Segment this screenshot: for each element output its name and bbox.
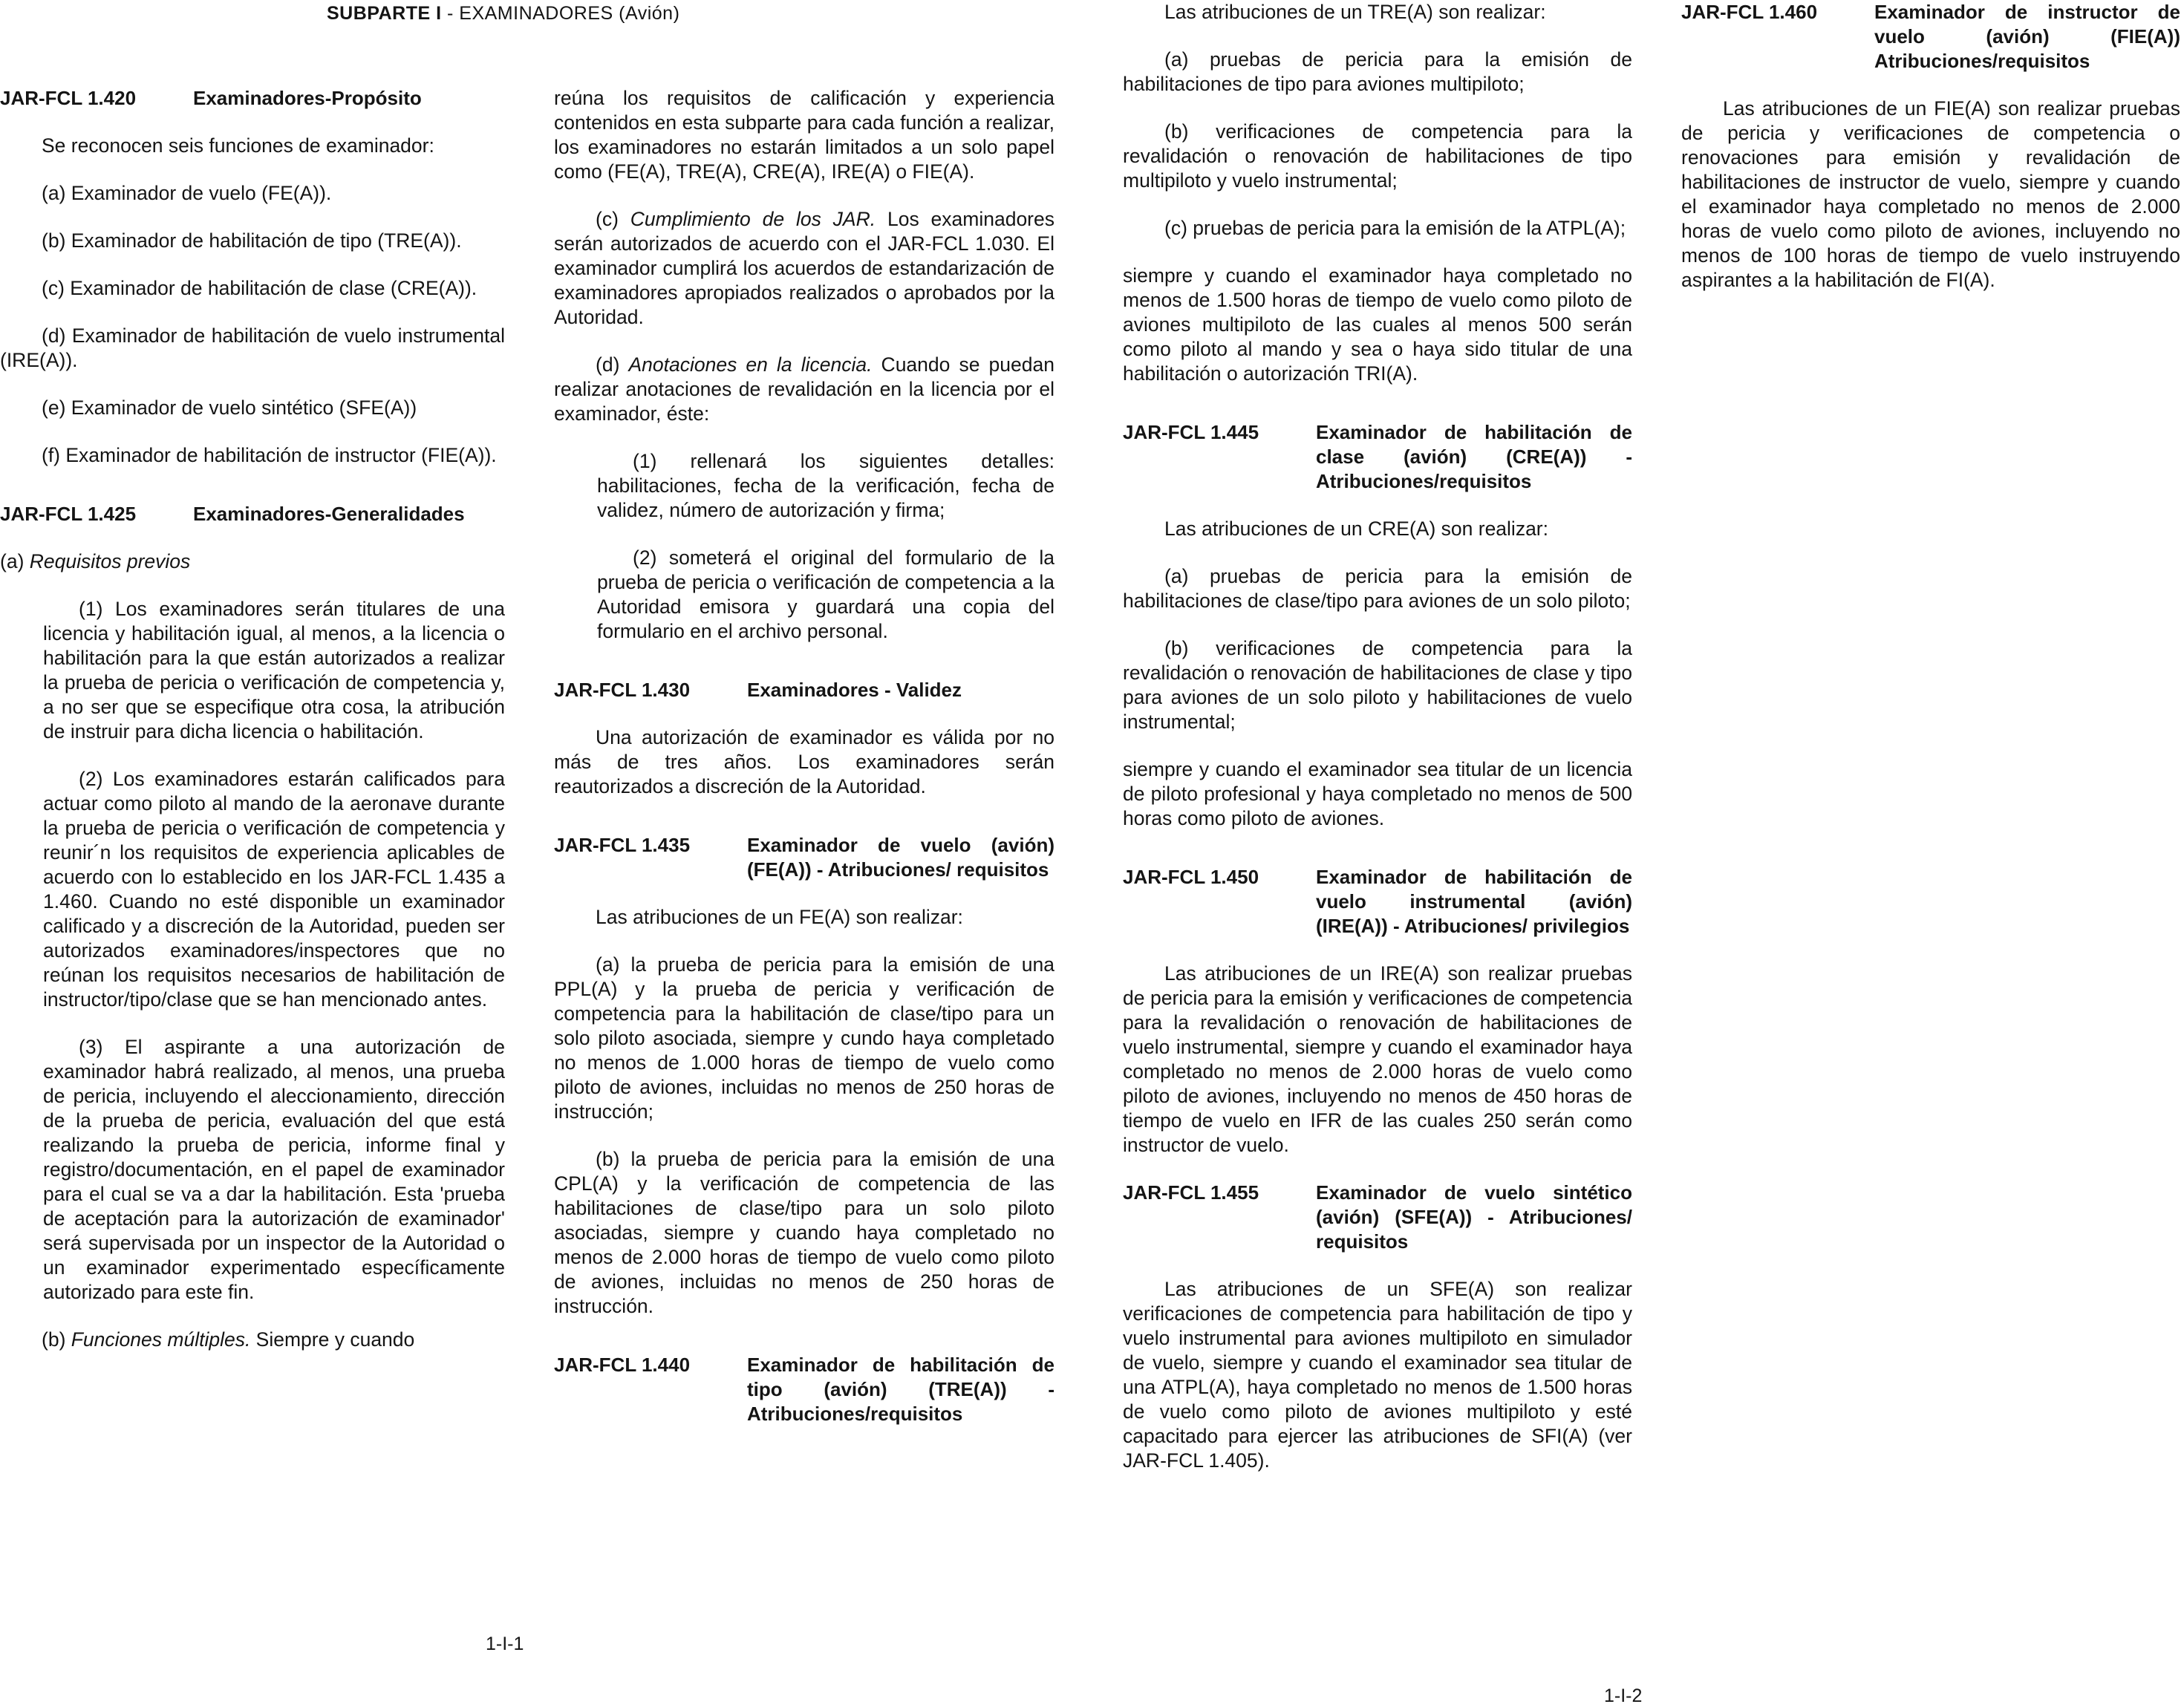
subsection-title: Requisitos previos: [29, 550, 191, 572]
list-item: (d) Examinador de habilitación de vuelo instrumental (IRE(A)).: [0, 324, 505, 371]
column-1: [0, 86, 505, 1375]
paragraph: Las atribuciones de un IRE(A) son realizar pruebas de pericia para la emisión y verificaciones de competencia para la revalidación o renovación de habilitaciones de vuelo instrumental, siempre y cuando el examinador haya completado no menos de 2.000 horas de vuelo como piloto de aviones, incluyendo no menos de 450 horas de tiempo de vuelo en IFR de las cuales 250 serán como instructor de vuelo.: [1123, 962, 1632, 1156]
paragraph: Las atribuciones de un TRE(A) son realizar:: [1164, 1, 1546, 23]
paragraph: siempre y cuando el examinador haya completado no menos de 1.500 horas de tiempo de vuelo como piloto de aviones multipiloto de las cuales al menos 500 serán como piloto al mando y sea o haya sido titular de una habilitación o autorización TRI(A).: [1123, 264, 1632, 385]
section-heading-1-425: [0, 502, 505, 526]
list-item: (1) rellenará los siguientes detalles: habilitaciones, fecha de la verificación, fecha de validez, número de autorización y firma;: [597, 450, 1054, 521]
paragraph: Las atribuciones de un FIE(A) son realizar pruebas de pericia y verificaciones de competencia o renovaciones para emisión y revalidación de habilitaciones de instructor de vuelo, siempre y cuando el examinador haya completado no menos de 2.000 horas de vuelo como piloto de aviones, incluyendo no menos de 100 horas de tiempo de vuelo instruyendo aspirantes a la habilitación de FI(A).: [1681, 97, 2180, 291]
paragraph: [554, 353, 1054, 426]
section-title: Examinador de vuelo sintético (avión) (SFE(A)) - Atribuciones/ requisitos: [1316, 1181, 1632, 1253]
section-title: Examinadores-Propósito: [193, 87, 422, 109]
paragraph: reúna los requisitos de calificación y experiencia contenidos en esta subparte para cada función a realizar, los examinadores no estarán limitados a un solo papel como (FE(A), TRE(A), CRE(A), IRE(A) o FIE(A).: [554, 87, 1054, 183]
page-number-left: 1-I-1: [486, 1633, 524, 1654]
section-code: JAR-FCL 1.445: [1123, 421, 1259, 443]
column-3: [1123, 0, 1632, 1496]
list-item: (f) Examinador de habilitación de instructor (FIE(A)).: [42, 444, 497, 466]
section-title: Examinador de habilitación de vuelo instrumental (avión) (IRE(A)) - Atribuciones/ privilegios: [1316, 866, 1632, 937]
paragraph: [0, 1328, 505, 1352]
subpart-title: - EXAMINADORES (Avión): [441, 3, 680, 24]
list-item: (2) Los examinadores estarán calificados para actuar como piloto al mando de la aeronave durante la prueba de pericia o verificación de competencia y reunir´n los requisitos de experiencia aplicables de acuerdo con lo establecido en los JAR-FCL 1.435 a 1.460. Cuando no esté disponible un examinador calificado y a discreción de la Autoridad, pueden ser autorizados examinadores/inspectores que no reúnan los requisitos necesarios de habilitación de instructor/tipo/clase que se han mencionado antes.: [43, 768, 505, 1011]
list-item: (b) verificaciones de competencia para la revalidación o renovación de habilitaciones de tipo multipiloto y vuelo instrumental;: [1123, 120, 1632, 192]
section-code: JAR-FCL 1.420: [0, 87, 137, 109]
section-title: Examinadores - Validez: [747, 679, 962, 701]
section-heading-1-445: [1123, 420, 1632, 494]
list-item: (b) Examinador de habilitación de tipo (TRE(A)).: [42, 229, 462, 252]
list-item: (a) la prueba de pericia para la emisión de una PPL(A) y la prueba de pericia y verificación de competencia para la habilitación de clase/tipo para un solo piloto asociada, siempre y cundo haya completado no menos de 1.000 horas de tiempo de vuelo como piloto de aviones, incluidas no menos de 250 horas de instrucción;: [554, 953, 1054, 1123]
section-title: Examinador de habilitación de clase (avión) (CRE(A)) - Atribuciones/requisitos: [1316, 421, 1632, 492]
list-item: (a) pruebas de pericia para la emisión de habilitaciones de clase/tipo para aviones de un solo piloto;: [1123, 565, 1632, 612]
list-item: (a) pruebas de pericia para la emisión de habilitaciones de tipo para aviones multipiloto;: [1123, 48, 1632, 95]
list-item: (b) la prueba de pericia para la emisión de una CPL(A) y la verificación de competencia de las habilitaciones de clase/tipo para un solo piloto asociadas, siempre y cuando haya completado no menos de 2.000 horas de tiempo de vuelo como piloto de aviones, incluidas no menos de 250 horas de instrucción.: [554, 1148, 1054, 1317]
section-heading-1-455: [1123, 1181, 1632, 1254]
section-code: JAR-FCL 1.450: [1123, 866, 1259, 888]
section-heading-1-440: [554, 1353, 1054, 1426]
section-heading-1-435: [554, 833, 1054, 882]
subsection-heading: [0, 549, 505, 574]
list-item: (a) Examinador de vuelo (FE(A)).: [42, 182, 332, 204]
section-code: JAR-FCL 1.460: [1681, 1, 1818, 23]
list-item: (1) Los examinadores serán titulares de una licencia y habilitación igual, al menos, a la licencia o habilitación para la que están autorizados a realizar la prueba de pericia o verificación de competencia y, a no ser que se especifique otra cosa, la atribución de instruir para dicha licencia o habilitación.: [43, 598, 505, 742]
subsection-title: Funciones múltiples.: [71, 1328, 251, 1351]
subpart-label: SUBPARTE I: [327, 3, 442, 24]
list-item: (c) Examinador de habilitación de clase (CRE(A)).: [42, 277, 477, 299]
list-item: (e) Examinador de vuelo sintético (SFE(A)): [42, 396, 417, 419]
section-code: JAR-FCL 1.425: [0, 503, 137, 525]
paragraph-text: Cuando se puedan realizar anotaciones de revalidación en la licencia por el examinador, éste:: [554, 353, 1054, 425]
page-header: [327, 3, 679, 25]
subsection-label: (d): [596, 353, 629, 376]
section-heading-1-460: [1681, 0, 2180, 74]
section-heading-1-430: [554, 678, 1054, 702]
section-title: Examinador de vuelo (avión) (FE(A)) - Atribuciones/ requisitos: [747, 834, 1054, 881]
section-code: JAR-FCL 1.455: [1123, 1181, 1259, 1204]
subsection-label: (a): [0, 550, 30, 572]
paragraph-text: Siempre y cuando: [250, 1328, 415, 1351]
paragraph: Las atribuciones de un SFE(A) son realizar verificaciones de competencia para habilitación de tipo y vuelo instrumental para aviones multipiloto en simulador de vuelo, siempre y cuando el examinador sea titular de una ATPL(A), haya completado no menos de 1.500 horas de vuelo como piloto de aviones multipiloto y esté capacitado para ejercer las atribuciones de SFI(A) (ver JAR-FCL 1.405).: [1123, 1278, 1632, 1472]
page-number-right: 1-I-2: [1604, 1685, 1643, 1706]
subsection-title: Cumplimiento de los JAR.: [630, 208, 876, 230]
section-code: JAR-FCL 1.435: [554, 834, 691, 856]
paragraph: Las atribuciones de un FE(A) son realizar:: [596, 906, 963, 928]
section-heading-1-450: [1123, 865, 1632, 939]
section-title: Examinadores-Generalidades: [193, 503, 465, 525]
list-item: (2) someterá el original del formulario de la prueba de pericia o verificación de competencia a la Autoridad emisora y guardará una copia del formulario en el archivo personal.: [597, 546, 1054, 642]
section-code: JAR-FCL 1.440: [554, 1354, 691, 1376]
paragraph: siempre y cuando el examinador sea titular de un licencia de piloto profesional y haya completado no menos de 500 horas como piloto de aviones.: [1123, 758, 1632, 829]
column-4: [1681, 0, 2180, 316]
subsection-title: Anotaciones en la licencia.: [628, 353, 873, 376]
column-2: [554, 86, 1054, 1449]
section-title: Examinador de instructor de vuelo (avión) (FIE(A)) Atribuciones/requisitos: [1874, 1, 2180, 72]
paragraph: Se reconocen seis funciones de examinador:: [42, 134, 434, 157]
paragraph: Las atribuciones de un CRE(A) son realizar:: [1164, 518, 1548, 540]
list-item: (c) pruebas de pericia para la emisión de la ATPL(A);: [1164, 217, 1626, 239]
subsection-label: (b): [42, 1328, 71, 1351]
section-title: Examinador de habilitación de tipo (avión) (TRE(A)) - Atribuciones/requisitos: [747, 1354, 1054, 1425]
section-code: JAR-FCL 1.430: [554, 679, 691, 701]
paragraph-text: Los examinadores serán autorizados de acuerdo con el JAR-FCL 1.030. El examinador cumplirá los acuerdos de estandarización de examinadores apropiados realizados o aprobados por la Autoridad.: [554, 208, 1054, 328]
paragraph: Una autorización de examinador es válida por no más de tres años. Los examinadores serán reautorizados a discreción de la Autoridad.: [554, 726, 1054, 797]
subsection-label: (c): [596, 208, 630, 230]
list-item: (3) El aspirante a una autorización de examinador habrá realizado, al menos, una prueba de pericia, incluyendo el aleccionamiento, dirección de la prueba de pericia, evaluación del que está realizando la prueba de pericia, informe final y registro/documentación, en el papel de examinador para el cual se va a dar la habilitación. Esta 'prueba de aceptación para la autorización de examinador' será supervisada por un inspector de la Autoridad o un examinador experimentado específicamente autorizado para este fin.: [43, 1036, 505, 1303]
list-item: (b) verificaciones de competencia para la revalidación o renovación de habilitaciones de clase y tipo para aviones de un solo piloto y habilitaciones de vuelo instrumental;: [1123, 637, 1632, 733]
section-heading-1-420: [0, 86, 505, 111]
paragraph: [554, 207, 1054, 330]
